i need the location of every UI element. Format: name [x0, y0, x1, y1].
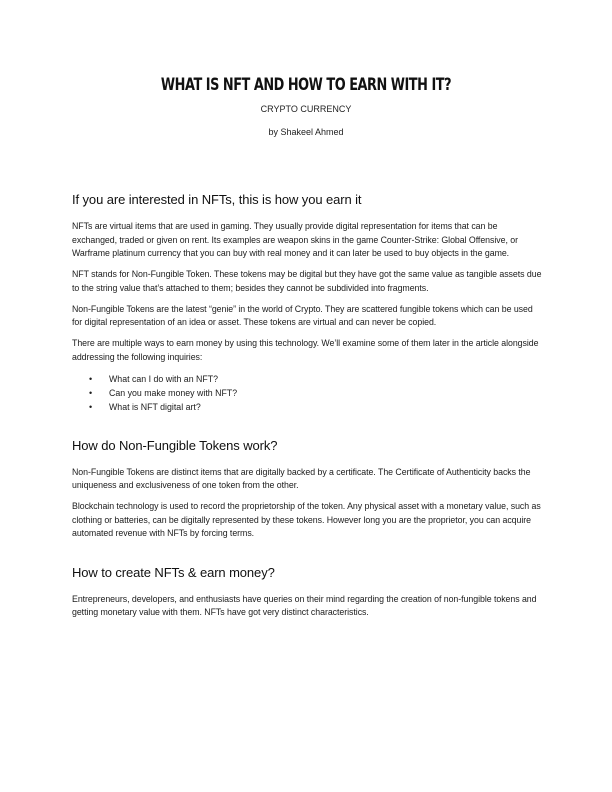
section-heading: How to create NFTs & earn money? [72, 564, 275, 580]
list-item [89, 386, 542, 400]
list-item [89, 400, 542, 414]
document-category: CRYPTO CURRENCY [260, 104, 352, 114]
bullet-icon: • [89, 401, 93, 412]
list-item-text: What is NFT digital art? [109, 401, 201, 412]
paragraph: Non-Fungible Tokens are distinct items that are digitally backed by a certificate. The Certificate of Authenticity backs the uniqueness and exclusiveness of one token from the other. [72, 466, 531, 490]
paragraph: Blockchain technology is used to record the proprietorship of the token. Any physical asset with a monetary value, such as clothing or batteries, can be digitally represented by these tokens. However long you are the proprietor, you can acquire automated revenue with NFTs by forcing terms. [72, 501, 541, 538]
section-create-nfts [72, 564, 542, 620]
inquiry-list [72, 372, 542, 414]
paragraph: NFT stands for Non-Fungible Token. These tokens may be digital but they have got the same value as tangible assets due to the string value that’s attached to them; besides they cannot be subdivided into fragments. [72, 269, 542, 293]
section-how-nfts-work [72, 437, 542, 541]
section-heading: How do Non-Fungible Tokens work? [72, 437, 278, 453]
paragraph: There are multiple ways to earn money by using this technology. We’ll examine some of them later in the article alongside addressing the following inquiries: [72, 338, 539, 362]
bullet-icon: • [89, 373, 93, 384]
document-body [72, 191, 542, 627]
list-item-text: Can you make money with NFT? [109, 387, 238, 398]
list-item-text: What can I do with an NFT? [109, 373, 219, 384]
paragraph: NFTs are virtual items that are used in gaming. They usually provide digital representation for items that can be exchanged, traded or given on rent. Its examples are weapon skins in the game Counter-Strike: Global Offensive, or Warframe platinum currency that you can buy with real money and it can later be used to buy objects in the game. [72, 221, 518, 258]
section-earn-nfts [72, 191, 542, 414]
list-item [89, 372, 542, 386]
bullet-icon: • [89, 387, 93, 398]
paragraph: Entrepreneurs, developers, and enthusiasts have queries on their mind regarding the creation of non-fungible tokens and getting monetary value with them. NFTs have got very distinct characteristics. [72, 593, 537, 617]
document-byline: by Shakeel Ahmed [268, 127, 344, 137]
document-title: WHAT IS NFT AND HOW TO EARN WITH IT? [160, 75, 452, 94]
paragraph: Non-Fungible Tokens are the latest “genie” in the world of Crypto. They are scattered fungible tokens which can be used for digital representation of an idea or asset. These tokens are virtual and can never be copied. [72, 303, 533, 327]
section-heading: If you are interested in NFTs, this is how you earn it [72, 192, 362, 207]
